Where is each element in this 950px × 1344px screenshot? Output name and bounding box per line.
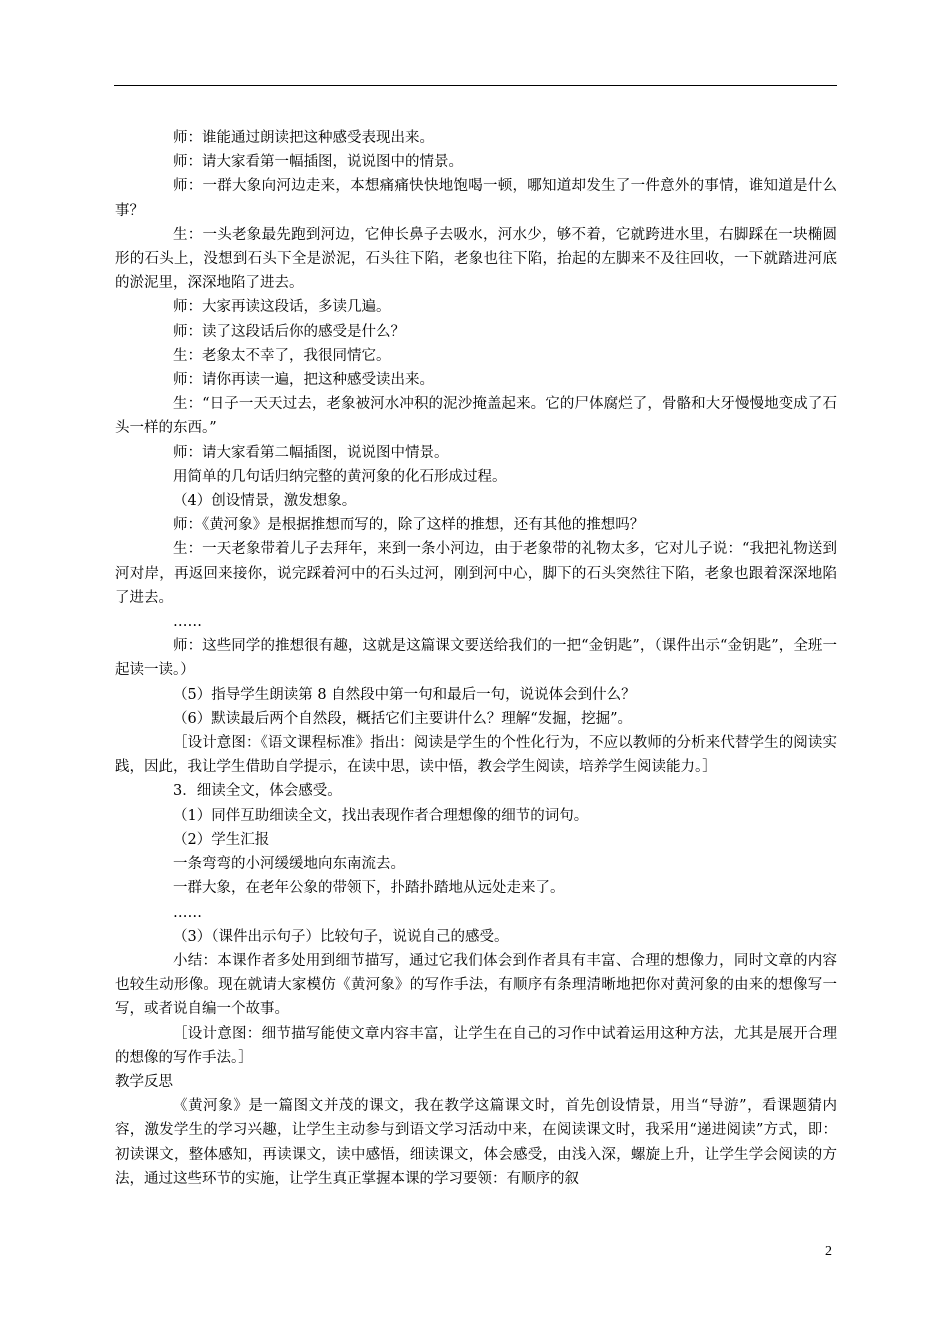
- paragraph: 师：请你再读一遍，把这种感受读出来。: [173, 372, 434, 389]
- page-number: 2: [825, 1244, 832, 1259]
- paragraph: 师：《黄河象》是根据推想而写的，除了这样的推想，还有其他的推想吗？: [173, 517, 645, 534]
- paragraph: 《黄河象》是一篇图文并茂的课文，我在教学这篇课文时，首先创设情景，用当“导游”，看课题猜内容，激发学生的学习兴趣，让学生主动参与到语文学习活动中来，在阅读课文时，我采用“递进阅读”方式，即：初读课文，整体感知，再读课文，读中感悟，细读课文，体会感受，由浅入深，螺旋上升，让学生学会阅读的方法，通过这些环节的实施，让学生真正掌握本课的学习要领：有顺序的叙: [115, 1098, 837, 1187]
- paragraph: 一条弯弯的小河缓缓地向东南流去。: [173, 856, 405, 873]
- paragraph: （4）创设情景，激发想象。: [173, 493, 357, 510]
- paragraph: 用简单的几句话归纳完整的黄河象的化石形成过程。: [173, 468, 507, 485]
- paragraph: ［设计意图：《语文课程标准》指出：阅读是学生的个性化行为，不应以教师的分析来代替学生的阅读实践，因此，我让学生借助自学提示，在读中思，读中悟，教会学生阅读，培养学生阅读能力。］: [115, 735, 837, 776]
- paragraph: （3）（课件出示句子）比较句子，说说自己的感受。: [173, 928, 509, 945]
- paragraph: 生：一头老象最先跑到河边，它伸长鼻子去吸水，河水少，够不着，它就跨进水里，右脚踩在一块椭圆形的石头上，没想到石头下全是淤泥，石头往下陷，老象也往下陷，抬起的左脚来不及往回收，一下就踏进河底的淤泥里，深深地陷了进去。: [115, 226, 837, 292]
- paragraph: 3．细读全文，体会感受。: [173, 783, 342, 800]
- paragraph: （2）学生汇报: [173, 831, 270, 848]
- paragraph: 师：这些同学的推想很有趣，这就是这篇课文要送给我们的一把“金钥匙”，（课件出示“金钥匙”，全班一起读一读。）: [115, 638, 837, 679]
- paragraph: ……: [173, 614, 202, 631]
- paragraph: 师：请大家看第二幅插图，说说图中情景。: [173, 444, 449, 461]
- paragraph: 师：谁能通过朗读把这种感受表现出来。: [173, 130, 434, 146]
- paragraph: 教学反思: [115, 1073, 173, 1090]
- paragraph: ［设计意图：细节描写能使文章内容丰富，让学生在自己的习作中试着运用这种方法，尤其是展开合理的想像的写作手法。］: [115, 1025, 837, 1066]
- paragraph: 一群大象，在老年公象的带领下，扑踏扑踏地从远处走来了。: [173, 880, 565, 897]
- paragraph: 生：一天老象带着儿子去拜年，来到一条小河边，由于老象带的礼物太多，它对儿子说：“我把礼物送到河对岸，再返回来接你，说完踩着河中的石头过河，刚到河中心，脚下的石头突然往下陷，老象也跟着深深地陷了进去。: [115, 541, 837, 606]
- paragraph: （1）同伴互助细读全文，找出表现作者合理想像的细节的词句。: [173, 807, 589, 824]
- paragraph: （6）默读最后两个自然段，概括它们主要讲什么？理解“发掘，挖掘”。: [173, 710, 633, 727]
- paragraph: 师：请大家看第一幅插图，说说图中的情景。: [173, 154, 463, 171]
- paragraph: 师：一群大象向河边走来，本想痛痛快快地饱喝一顿，哪知道却发生了一件意外的事情，谁知道是什么事？: [115, 178, 837, 219]
- paragraph: ……: [173, 904, 202, 921]
- paragraph: 生：老象太不幸了，我很同情它。: [173, 347, 391, 364]
- paragraph: 师：读了这段话后你的感受是什么？: [173, 323, 405, 340]
- paragraph: （5）指导学生朗读第 8 自然段中第一句和最后一句，说说体会到什么？: [173, 686, 636, 703]
- paragraph: 生：“日子一天天过去，老象被河水冲积的泥沙掩盖起来。它的尸体腐烂了，骨骼和大牙慢慢地变成了石头一样的东西。”: [115, 396, 837, 437]
- paragraph: 师：大家再读这段话，多读几遍。: [173, 299, 391, 316]
- paragraph: 小结：本课作者多处用到细节描写，通过它我们体会到作者具有丰富、合理的想像力，同时文章的内容也较生动形像。现在就请大家模仿《黄河象》的写作手法，有顺序有条理清晰地把你对黄河象的由来的想像写一写，或者说自编一个故事。: [115, 952, 837, 1018]
- header-rule: [114, 85, 837, 86]
- document-body: [115, 126, 837, 1191]
